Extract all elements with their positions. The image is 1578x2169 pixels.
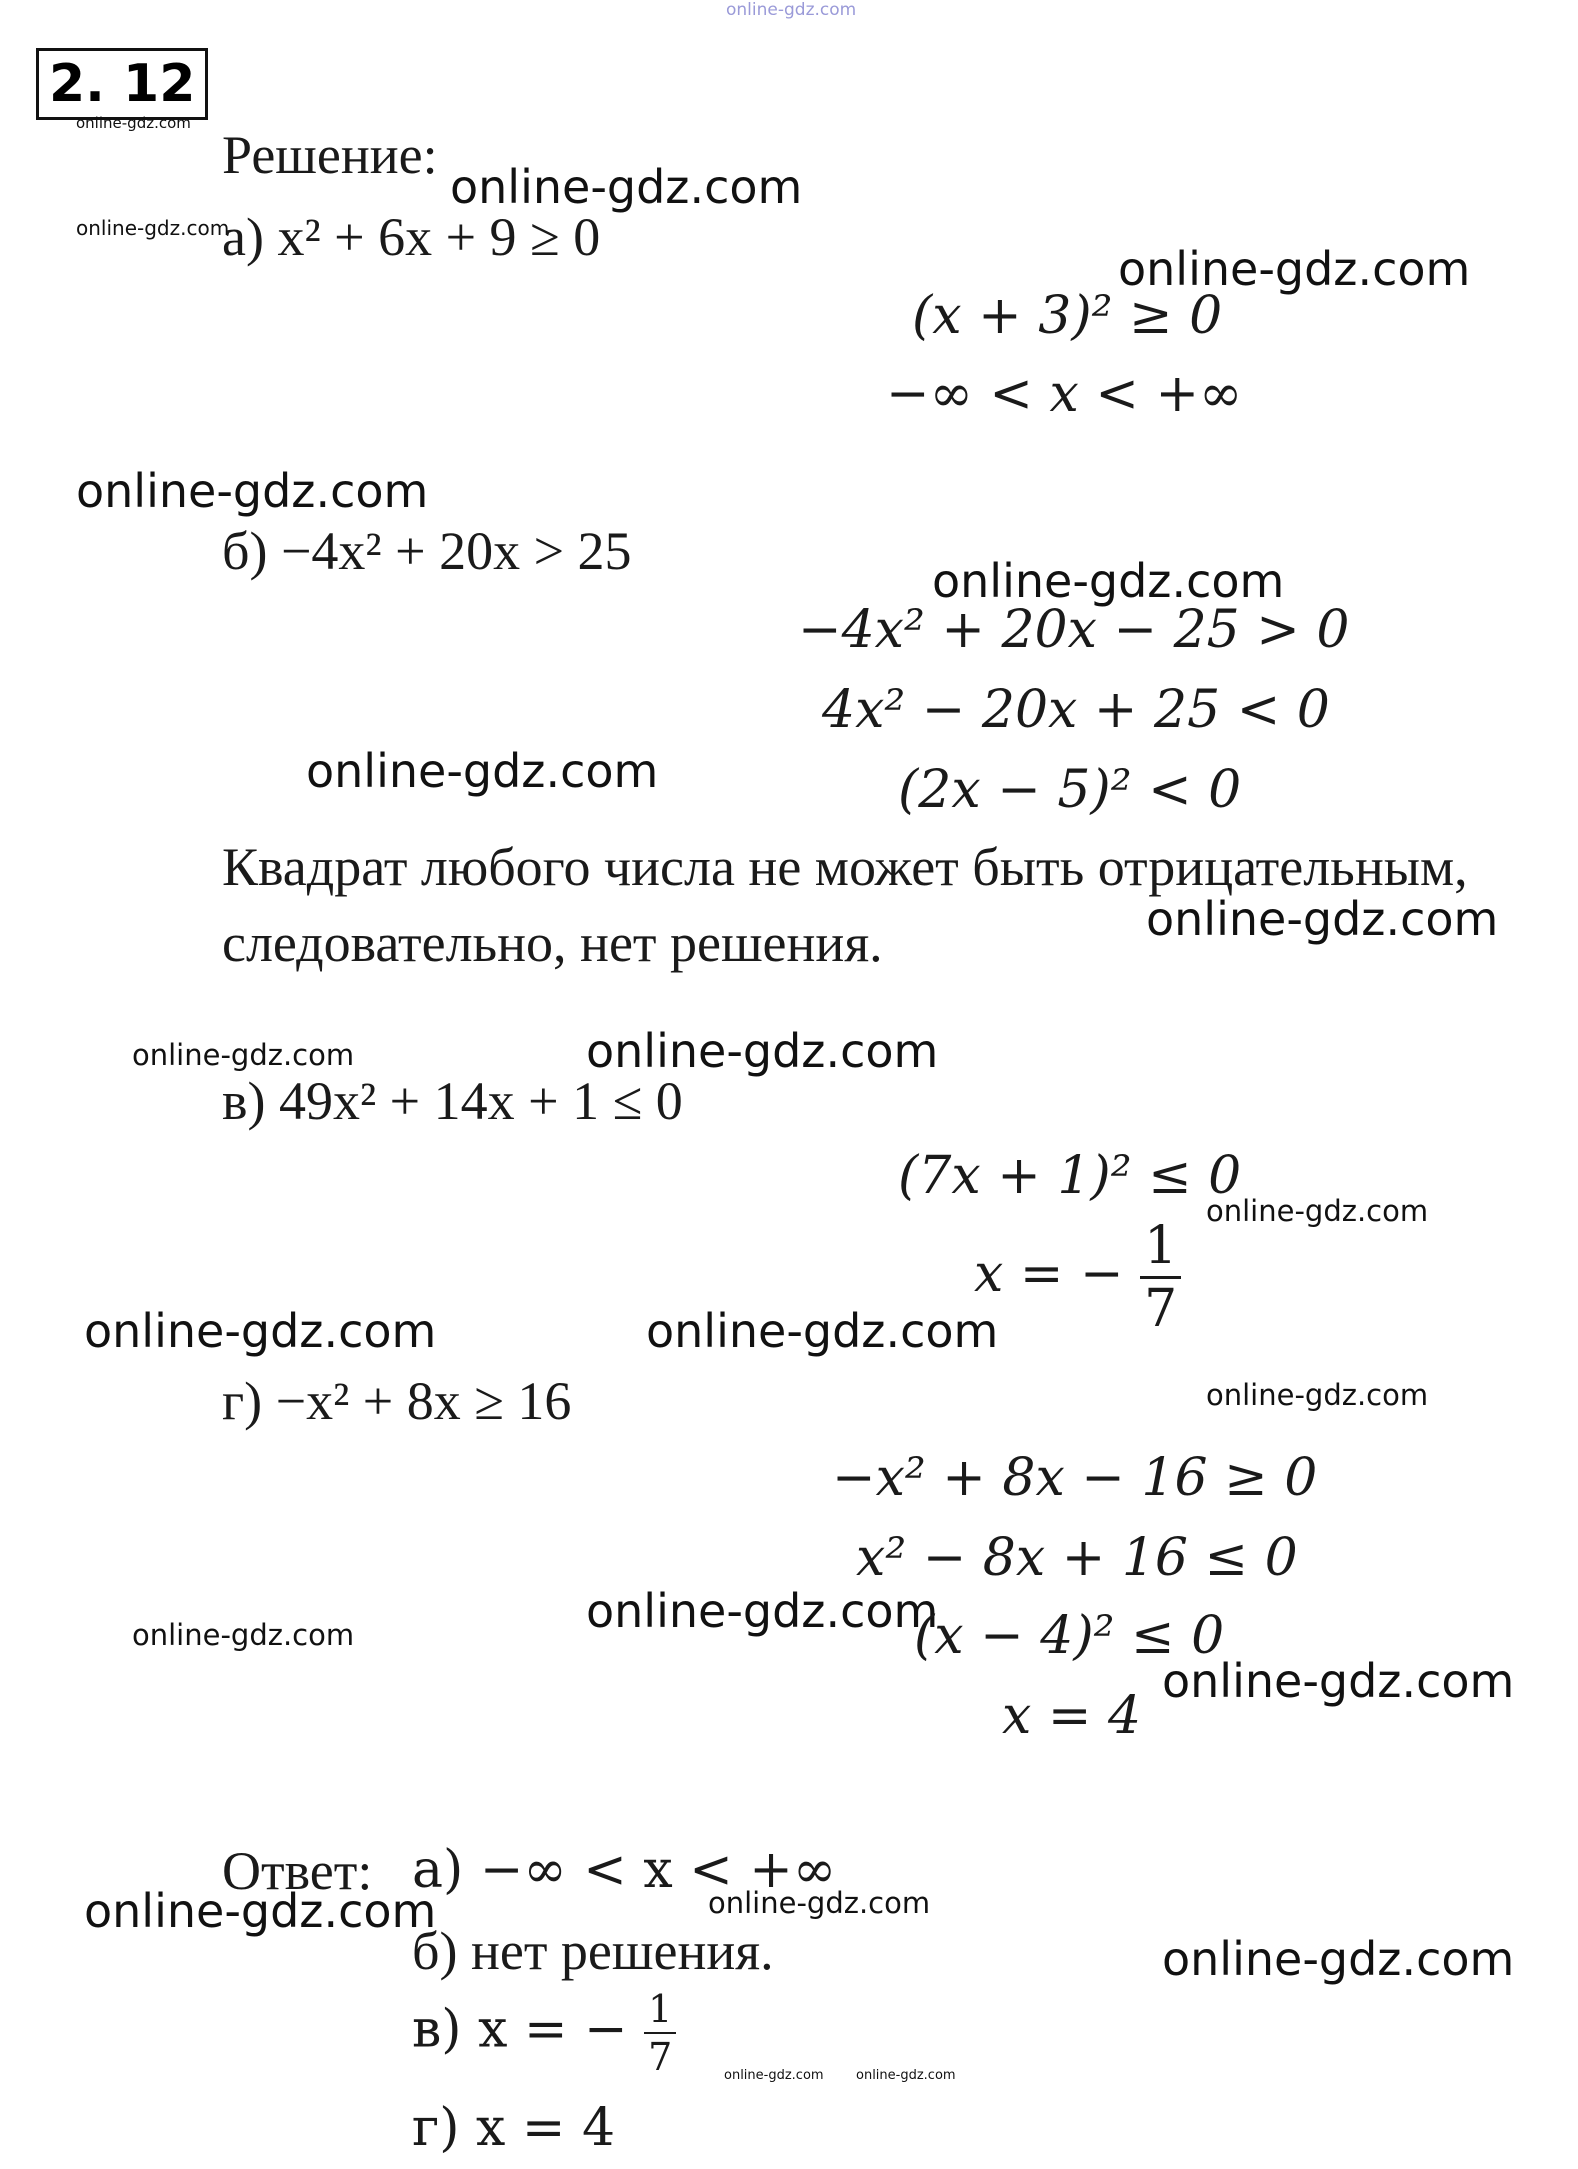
answer-v-fraction-denominator: 7 — [648, 2035, 673, 2079]
part-a-expr: x² + 6x + 9 ≥ 0 — [277, 207, 601, 267]
part-v-step-1: (7x + 1)² ≤ 0 — [898, 1146, 1242, 1206]
part-g-label: г) — [222, 1371, 276, 1431]
watermark: online-gdz.com — [856, 2068, 956, 2083]
part-b-problem — [222, 520, 632, 582]
watermark: online-gdz.com — [1206, 1194, 1429, 1228]
part-v-fraction-numerator: 1 — [1140, 1220, 1181, 1279]
watermark: online-gdz.com — [76, 464, 429, 518]
watermark: online-gdz.com — [84, 1884, 437, 1938]
part-b-step-2: 4x² − 20x + 25 < 0 — [822, 680, 1330, 740]
part-v-fraction-denominator: 7 — [1144, 1279, 1178, 1339]
part-g-step-4: x = 4 — [1002, 1686, 1142, 1746]
part-a-step-1: (x + 3)² ≥ 0 — [912, 286, 1223, 346]
part-v-fraction — [1140, 1216, 1181, 1339]
part-b-step-1: −4x² + 20x − 25 > 0 — [798, 600, 1350, 660]
part-b-note-line-2: следовательно, нет решения. — [222, 913, 883, 973]
answer-b: б) нет решения. — [412, 1921, 774, 1981]
solution-heading: Решение: — [222, 125, 438, 185]
watermark-top: online-gdz.com — [726, 0, 857, 20]
watermark: online-gdz.com — [450, 160, 803, 214]
watermark: online-gdz.com — [1206, 1378, 1429, 1412]
watermark: online-gdz.com — [724, 2068, 824, 2083]
part-v-problem — [222, 1070, 683, 1132]
watermark: online-gdz.com — [708, 1886, 931, 1920]
part-a-label: а) — [222, 207, 278, 267]
watermark: online-gdz.com — [132, 1038, 355, 1072]
part-v-label: в) — [222, 1071, 279, 1131]
part-g-step-3: (x − 4)² ≤ 0 — [914, 1606, 1225, 1666]
answer-a: а) −∞ < x < +∞ — [412, 1840, 837, 1900]
part-b-label: б) — [222, 521, 281, 581]
watermark: online-gdz.com — [84, 1304, 437, 1358]
answer-label: Ответ: — [222, 1841, 373, 1901]
part-a-problem — [222, 206, 600, 268]
task-number: 2. 12 — [36, 48, 208, 120]
part-g-expr: −x² + 8x ≥ 16 — [275, 1371, 572, 1431]
part-v-expr: 49x² + 14x + 1 ≤ 0 — [278, 1071, 683, 1131]
watermark: online-gdz.com — [1146, 892, 1499, 946]
watermark: online-gdz.com — [586, 1024, 939, 1078]
watermark: online-gdz.com — [1118, 242, 1471, 296]
part-b-note-line-1: Квадрат любого числа не может быть отрицательным, — [222, 837, 1468, 897]
answer-v-fraction — [644, 1987, 676, 2079]
watermark: online-gdz.com — [932, 554, 1285, 608]
part-a-step-2: −∞ < x < +∞ — [886, 364, 1243, 424]
watermark: online-gdz.com — [132, 1618, 355, 1652]
part-v-result-prefix: x = − — [974, 1244, 1124, 1304]
answer-v — [412, 1987, 676, 2079]
watermark: online-gdz.com — [306, 744, 659, 798]
part-b-step-3: (2x − 5)² < 0 — [898, 760, 1242, 820]
answer-v-fraction-numerator: 1 — [644, 1990, 676, 2034]
watermark: online-gdz.com — [1162, 1932, 1515, 1986]
watermark: online-gdz.com — [586, 1584, 939, 1638]
part-g-step-1: −x² + 8x − 16 ≥ 0 — [832, 1448, 1318, 1508]
watermark: online-gdz.com — [76, 114, 191, 132]
watermark: online-gdz.com — [76, 216, 230, 240]
watermark: online-gdz.com — [646, 1304, 999, 1358]
part-g-problem — [222, 1370, 571, 1432]
part-g-step-2: x² − 8x + 16 ≤ 0 — [856, 1528, 1298, 1588]
watermark: online-gdz.com — [1162, 1654, 1515, 1708]
part-b-expr: −4x² + 20x > 25 — [280, 521, 632, 581]
answer-v-prefix: в) x = − — [412, 1999, 628, 2060]
part-v-result — [974, 1216, 1181, 1339]
answer-g: г) x = 4 — [412, 2098, 616, 2158]
